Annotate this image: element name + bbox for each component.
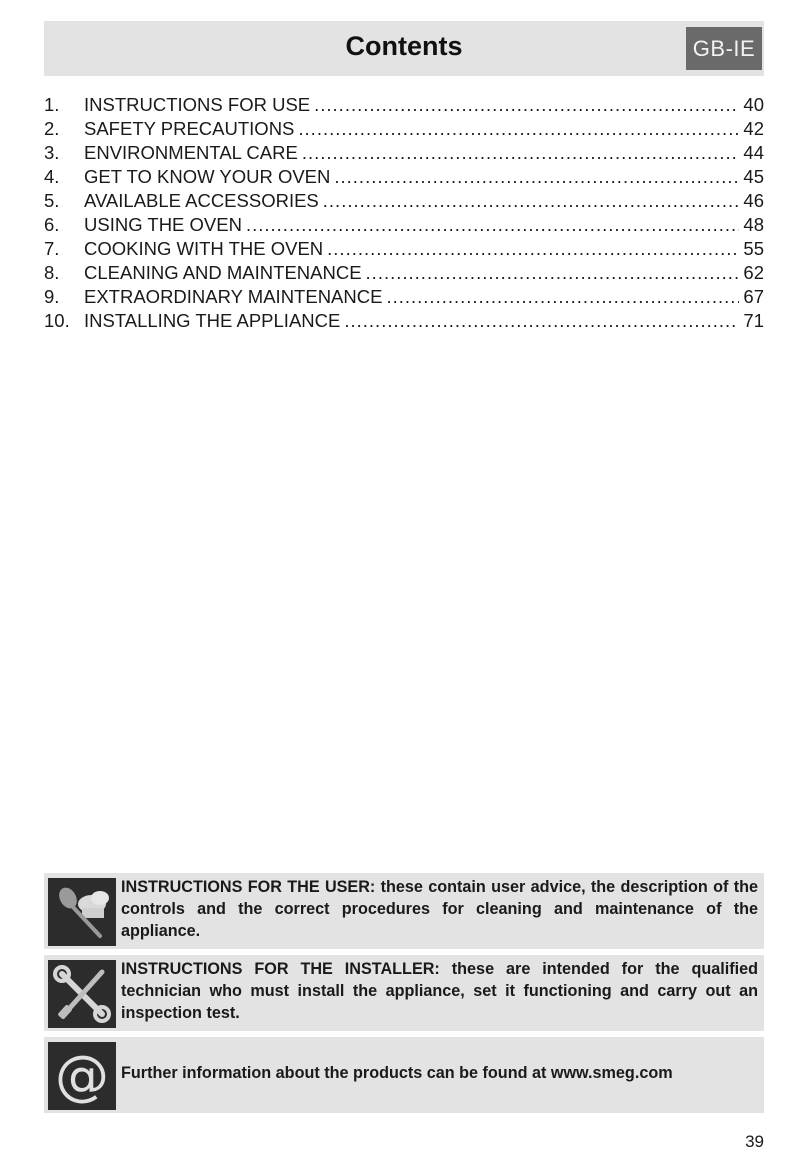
toc-number: 8. <box>44 262 60 283</box>
page-number: 39 <box>745 1132 764 1151</box>
toc-entry[interactable] <box>44 142 764 166</box>
toc-number: 2. <box>44 118 60 139</box>
toc-label: INSTALLING THE APPLIANCE <box>84 310 341 331</box>
toc-page: 48 <box>743 214 764 235</box>
toc-leader <box>323 190 740 212</box>
toc-label: ENVIRONMENTAL CARE <box>84 142 298 163</box>
toc-page: 46 <box>743 190 764 211</box>
toc-label: INSTRUCTIONS FOR USE <box>84 94 311 115</box>
toc-page: 42 <box>743 118 764 139</box>
web-info-note <box>44 1037 764 1113</box>
svg-text:@: @ <box>55 1044 109 1107</box>
toc-leader <box>344 310 739 332</box>
toc-number: 5. <box>44 190 60 211</box>
toc-leader <box>334 166 739 188</box>
web-info-text: Further information about the products can be found at www.smeg.com <box>121 1064 673 1082</box>
toc-label: EXTRAORDINARY MAINTENANCE <box>84 286 383 307</box>
toc-page: 55 <box>743 238 764 259</box>
tools-icon <box>48 960 116 1028</box>
toc-entry[interactable] <box>44 310 764 334</box>
toc-leader <box>386 286 739 308</box>
toc-leader <box>327 238 739 260</box>
page-title: Contents <box>345 31 463 61</box>
toc-number: 10. <box>44 310 70 331</box>
language-badge: GB-IE <box>686 27 762 70</box>
toc-label: USING THE OVEN <box>84 214 242 235</box>
chef-spoon-icon <box>48 878 116 946</box>
toc-entry[interactable] <box>44 286 764 310</box>
toc-label: AVAILABLE ACCESSORIES <box>84 190 319 211</box>
table-of-contents <box>44 94 764 334</box>
toc-label: GET TO KNOW YOUR OVEN <box>84 166 331 187</box>
toc-entry[interactable] <box>44 166 764 190</box>
toc-number: 6. <box>44 214 60 235</box>
toc-label: CLEANING AND MAINTENANCE <box>84 262 362 283</box>
contents-header <box>44 21 764 76</box>
user-instructions-text: INSTRUCTIONS FOR THE USER: these contain user advice, the description of the controls and the correct procedures for cleaning and maintenance of the appliance. <box>121 878 758 940</box>
toc-number: 1. <box>44 94 60 115</box>
toc-label: COOKING WITH THE OVEN <box>84 238 324 259</box>
toc-entry[interactable] <box>44 94 764 118</box>
toc-entry[interactable] <box>44 262 764 286</box>
toc-page: 67 <box>743 286 764 307</box>
toc-number: 7. <box>44 238 60 259</box>
toc-label: SAFETY PRECAUTIONS <box>84 118 295 139</box>
toc-leader <box>302 142 740 164</box>
toc-leader <box>246 214 739 236</box>
toc-page: 45 <box>743 166 764 187</box>
toc-number: 3. <box>44 142 60 163</box>
toc-page: 44 <box>743 142 764 163</box>
toc-number: 9. <box>44 286 60 307</box>
toc-entry[interactable] <box>44 214 764 238</box>
toc-leader <box>366 262 740 284</box>
toc-page: 71 <box>743 310 764 331</box>
installer-instructions-note <box>44 955 764 1031</box>
toc-number: 4. <box>44 166 60 187</box>
toc-entry[interactable] <box>44 238 764 262</box>
toc-leader <box>298 118 739 140</box>
toc-leader <box>314 94 739 116</box>
installer-instructions-text: INSTRUCTIONS FOR THE INSTALLER: these are intended for the qualified technician who must install the appliance, set it functioning and carry out an inspection test. <box>121 960 758 1022</box>
toc-page: 40 <box>743 94 764 115</box>
at-icon <box>48 1042 116 1110</box>
toc-entry[interactable] <box>44 118 764 142</box>
toc-entry[interactable] <box>44 190 764 214</box>
toc-page: 62 <box>743 262 764 283</box>
user-instructions-note <box>44 873 764 949</box>
